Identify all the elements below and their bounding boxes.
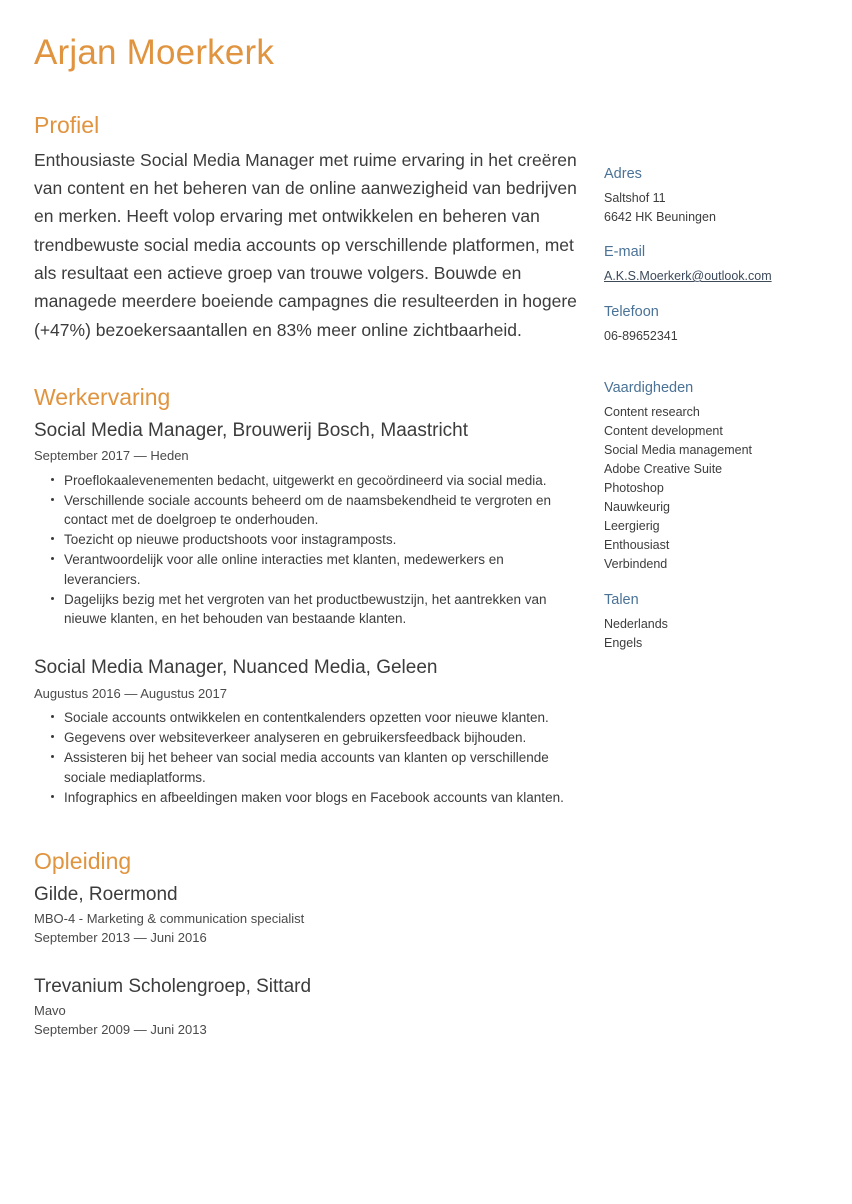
sidebar-heading-skills: Vaardigheden	[604, 380, 694, 397]
list-item: Content research	[604, 405, 700, 419]
spacer	[604, 226, 819, 242]
languages-list	[604, 615, 819, 653]
sidebar-heading-email: E-mail	[604, 244, 646, 261]
list-item: Gegevens over websiteverkeer analyseren en gebruikersfeedback bijhouden.	[64, 728, 579, 747]
profile-summary-text: Enthousiaste Social Media Manager met ruime ervaring in het creëren van content en het beheren van de online aanwezigheid van bedrijven en merken. Heeft volop ervaring met ontwikkelen en beheren van trendbewuste social media accounts op verschillende platformen, met als resultaat een actieve groep van trouwe volgers. Bouwde en managede meerdere boeiende campagnes die resulteerden in hogere (+47%) bezoekersaantallen en 83% meer online zichtbaarheid.	[34, 149, 577, 340]
sidebar-block-languages	[604, 590, 819, 653]
education-degree: Mavo	[34, 1003, 66, 1019]
education-entry	[34, 882, 579, 948]
list-item: Leergierig	[604, 519, 660, 533]
experience-job-date: September 2017 — Heden	[34, 448, 189, 464]
sidebar-block-address	[604, 164, 819, 226]
experience-bullet-list	[34, 471, 579, 628]
spacer	[604, 345, 819, 378]
list-item: Verantwoordelijk voor alle online interacties met klanten, medewerkers en leveranciers.	[64, 550, 579, 588]
spacer	[34, 808, 579, 848]
experience-job-title: Social Media Manager, Nuanced Media, Geleen	[34, 656, 438, 678]
page-title: Arjan Moerkerk	[34, 33, 275, 72]
list-item: Enthousiast	[604, 538, 670, 552]
sidebar-column	[604, 164, 819, 653]
sidebar-heading-languages: Talen	[604, 592, 639, 608]
list-item: Assisteren bij het beheer van social media accounts van klanten op verschillende sociale mediaplatforms.	[64, 748, 579, 786]
list-item: Verschillende sociale accounts beheerd om de naamsbekendheid te vergroten en contact met de doelgroep te onderhouden.	[64, 491, 579, 529]
sidebar-heading-address: Adres	[604, 166, 642, 182]
list-item: Content development	[604, 424, 723, 438]
spacer	[604, 574, 819, 590]
list-item: Proeflokaalevenementen bedacht, uitgewerkt en gecoördineerd via social media.	[64, 471, 579, 490]
spacer	[34, 629, 579, 655]
education-degree: MBO-4 - Marketing & communication specialist	[34, 911, 305, 927]
experience-job-title: Social Media Manager, Brouwerij Bosch, Maastricht	[34, 419, 469, 441]
experience-job-date: Augustus 2016 — Augustus 2017	[34, 685, 227, 701]
list-item: Nederlands	[604, 616, 668, 631]
experience-entry	[34, 655, 579, 807]
list-item: Nauwkeurig	[604, 500, 671, 514]
spacer	[34, 344, 579, 384]
spacer	[604, 286, 819, 302]
list-item: Toezicht op nieuwe productshoots voor instagramposts.	[64, 530, 579, 549]
list-item: Social Media management	[604, 443, 752, 457]
list-item: Sociale accounts ontwikkelen en contentkalenders opzetten voor nieuwe klanten.	[64, 708, 579, 727]
phone-number: 06-89652341	[604, 328, 678, 343]
sidebar-block-skills	[604, 378, 819, 574]
address-line-1: Saltshof 11	[604, 190, 666, 205]
email-link[interactable]: A.K.S.Moerkerk@outlook.com	[604, 269, 772, 283]
list-item: Dagelijks bezig met het vergroten van het productbewustzijn, het aantrekken van nieuwe klanten, en het behouden van bestaande klanten.	[64, 590, 579, 628]
education-date: September 2013 — Juni 2016	[34, 929, 207, 945]
section-education	[34, 848, 579, 1040]
education-date: September 2009 — Juni 2013	[34, 1022, 207, 1038]
education-school-name: Gilde, Roermond	[34, 883, 178, 905]
section-profile	[34, 112, 579, 344]
education-school-name: Trevanium Scholengroep, Sittard	[34, 975, 312, 997]
section-experience	[34, 384, 579, 807]
main-content-column	[34, 112, 579, 1040]
list-item: Adobe Creative Suite	[604, 462, 723, 476]
section-heading-education: Opleiding	[34, 847, 132, 874]
sidebar-block-email	[604, 242, 819, 286]
spacer	[34, 948, 579, 974]
section-heading-experience: Werkervaring	[34, 384, 171, 410]
skills-list	[604, 403, 819, 574]
education-entry	[34, 974, 579, 1040]
list-item: Verbindend	[604, 557, 668, 571]
sidebar-block-phone	[604, 302, 819, 346]
experience-bullet-list	[34, 708, 579, 807]
list-item: Engels	[604, 635, 643, 650]
address-line-2: 6642 HK Beuningen	[604, 209, 716, 224]
section-heading-profile: Profiel	[34, 112, 100, 138]
sidebar-heading-phone: Telefoon	[604, 303, 659, 320]
list-item: Photoshop	[604, 481, 664, 495]
list-item: Infographics en afbeeldingen maken voor blogs en Facebook accounts van klanten.	[64, 788, 579, 807]
experience-entry	[34, 418, 579, 628]
